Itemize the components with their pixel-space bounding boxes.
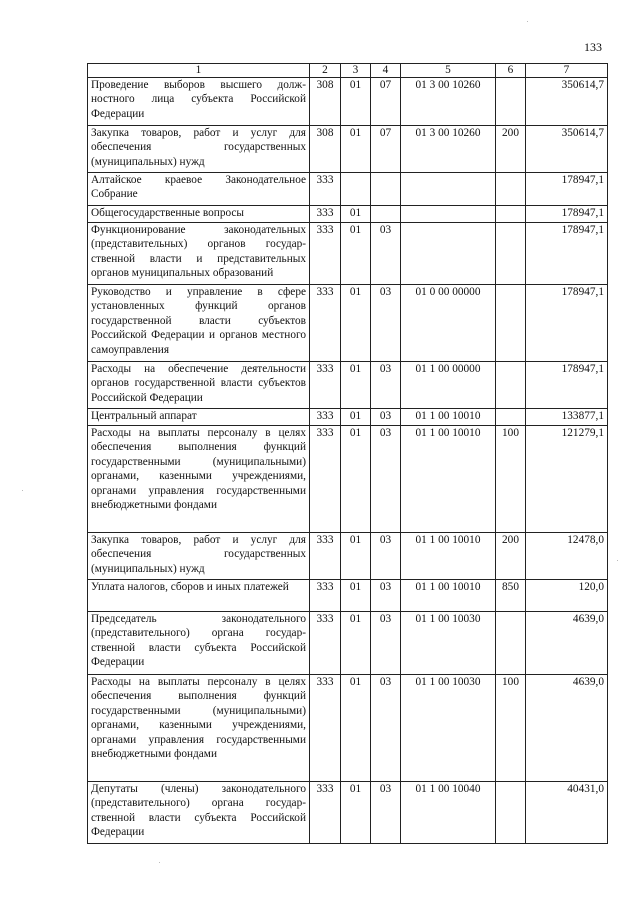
row-code5: 01 1 00 10010: [401, 409, 496, 426]
column-header: 1: [88, 64, 310, 78]
row-code5: [401, 223, 496, 285]
budget-table: [87, 63, 608, 844]
row-amount: 178947,1: [526, 173, 608, 206]
column-header: 5: [401, 64, 496, 78]
row-code6: [496, 173, 526, 206]
scan-speck: [527, 21, 528, 22]
row-code5: 01 1 00 10030: [401, 675, 496, 782]
table-row: [88, 206, 608, 223]
row-code6: 200: [496, 533, 526, 580]
row-code4: 03: [371, 426, 401, 533]
row-code4: 03: [371, 782, 401, 844]
row-code3: [341, 173, 371, 206]
row-code2: 333: [310, 612, 341, 675]
row-name: Алтайское краевое Законодательное Собрание: [88, 173, 310, 206]
row-name: Расходы на обеспечение деятельности органов государственной власти субъектов Российской Федерации: [88, 362, 310, 409]
row-code5: 01 1 00 00000: [401, 362, 496, 409]
row-code3: 01: [341, 206, 371, 223]
table-row: [88, 782, 608, 844]
row-code5: 01 3 00 10260: [401, 126, 496, 173]
row-code6: 100: [496, 675, 526, 782]
row-code6: [496, 612, 526, 675]
row-code5: 01 1 00 10030: [401, 612, 496, 675]
row-code6: 200: [496, 126, 526, 173]
row-code4: 07: [371, 78, 401, 126]
row-code2: 333: [310, 362, 341, 409]
row-amount: 178947,1: [526, 223, 608, 285]
scan-speck: [159, 862, 160, 863]
row-amount: 120,0: [526, 580, 608, 612]
row-name: Закупка товаров, работ и услуг для обеспечения государственных (муниципальных) нужд: [88, 126, 310, 173]
row-code4: 03: [371, 533, 401, 580]
row-code2: 333: [310, 675, 341, 782]
row-code6: [496, 78, 526, 126]
row-code2: 333: [310, 782, 341, 844]
table-row: [88, 409, 608, 426]
row-code5: [401, 206, 496, 223]
row-code3: 01: [341, 782, 371, 844]
row-amount: 350614,7: [526, 126, 608, 173]
row-code5: 01 1 00 10010: [401, 580, 496, 612]
row-code5: 01 0 00 00000: [401, 285, 496, 362]
row-amount: 4639,0: [526, 675, 608, 782]
table-row: [88, 580, 608, 612]
row-code6: 100: [496, 426, 526, 533]
row-code2: 333: [310, 206, 341, 223]
table-row: [88, 285, 608, 362]
row-code5: 01 1 00 10010: [401, 533, 496, 580]
column-header: 6: [496, 64, 526, 78]
row-code6: [496, 409, 526, 426]
row-code3: 01: [341, 426, 371, 533]
page-number: 133: [584, 40, 602, 54]
column-header: 3: [341, 64, 371, 78]
row-code2: 333: [310, 533, 341, 580]
row-code6: [496, 206, 526, 223]
row-name: Проведение выборов высшего должностного лица субъекта Российской Федерации: [88, 78, 310, 126]
row-code4: 03: [371, 409, 401, 426]
row-code3: 01: [341, 675, 371, 782]
row-code3: 01: [341, 78, 371, 126]
row-name: Расходы на выплаты персоналу в целях обеспечения выполнения функций государственными (муниципальными) органами, казенными учреждениями, органами управления государственными внебюджетными фондами: [88, 675, 310, 782]
row-code6: [496, 362, 526, 409]
row-code5: [401, 173, 496, 206]
table-row: [88, 612, 608, 675]
row-code2: 308: [310, 126, 341, 173]
row-code3: 01: [341, 285, 371, 362]
row-code3: 01: [341, 126, 371, 173]
row-code2: 333: [310, 285, 341, 362]
row-code3: 01: [341, 533, 371, 580]
row-code2: 333: [310, 409, 341, 426]
row-name: Руководство и управление в сфере установленных функций органов государственной власти субъектов Российской Федерации и органов местного самоуправления: [88, 285, 310, 362]
table-row: [88, 362, 608, 409]
table-row: [88, 126, 608, 173]
row-name: Закупка товаров, работ и услуг для обеспечения государственных (муниципальных) нужд: [88, 533, 310, 580]
row-code4: 03: [371, 612, 401, 675]
row-name: Депутаты (члены) законодательного (представительного) органа государственной власти субъекта Российской Федерации: [88, 782, 310, 844]
row-name: Председатель законодательного (представительного) органа государственной власти субъекта Российской Федерации: [88, 612, 310, 675]
row-code4: [371, 173, 401, 206]
row-amount: 4639,0: [526, 612, 608, 675]
row-code5: 01 1 00 10010: [401, 426, 496, 533]
table-header-row: [88, 64, 608, 78]
scan-speck: [22, 490, 23, 491]
row-amount: 40431,0: [526, 782, 608, 844]
table-row: [88, 426, 608, 533]
row-code3: 01: [341, 409, 371, 426]
row-name: Расходы на выплаты персоналу в целях обеспечения выполнения функций государственными (муниципальными) органами, казенными учреждениями, органами управления государственными внебюджетными фондами: [88, 426, 310, 533]
table-row: [88, 173, 608, 206]
row-amount: 12478,0: [526, 533, 608, 580]
row-code3: 01: [341, 362, 371, 409]
row-code4: 03: [371, 675, 401, 782]
row-code6: 850: [496, 580, 526, 612]
column-header: 2: [310, 64, 341, 78]
row-amount: 350614,7: [526, 78, 608, 126]
row-code3: 01: [341, 580, 371, 612]
row-code2: 333: [310, 173, 341, 206]
row-code4: [371, 206, 401, 223]
table-row: [88, 533, 608, 580]
row-code5: 01 1 00 10040: [401, 782, 496, 844]
row-amount: 178947,1: [526, 285, 608, 362]
row-code2: 308: [310, 78, 341, 126]
row-code2: 333: [310, 426, 341, 533]
table-row: [88, 78, 608, 126]
row-code2: 333: [310, 223, 341, 285]
row-code6: [496, 782, 526, 844]
table-row: [88, 675, 608, 782]
row-code6: [496, 285, 526, 362]
row-code5: 01 3 00 10260: [401, 78, 496, 126]
column-header: 7: [526, 64, 608, 78]
row-name: Центральный аппарат: [88, 409, 310, 426]
row-amount: 178947,1: [526, 362, 608, 409]
column-header: 4: [371, 64, 401, 78]
row-code4: 03: [371, 580, 401, 612]
row-code6: [496, 223, 526, 285]
row-code2: 333: [310, 580, 341, 612]
row-amount: 121279,1: [526, 426, 608, 533]
row-code4: 07: [371, 126, 401, 173]
row-name: Функционирование законодательных (представительных) органов государственной власти и представительных органов муниципальных образований: [88, 223, 310, 285]
row-code4: 03: [371, 362, 401, 409]
table-row: [88, 223, 608, 285]
row-name: Общегосударственные вопросы: [88, 206, 310, 223]
scan-speck: [617, 560, 618, 561]
row-amount: 178947,1: [526, 206, 608, 223]
row-name: Уплата налогов, сборов и иных платежей: [88, 580, 310, 612]
row-code3: 01: [341, 612, 371, 675]
row-code3: 01: [341, 223, 371, 285]
row-code4: 03: [371, 285, 401, 362]
row-amount: 133877,1: [526, 409, 608, 426]
row-code4: 03: [371, 223, 401, 285]
